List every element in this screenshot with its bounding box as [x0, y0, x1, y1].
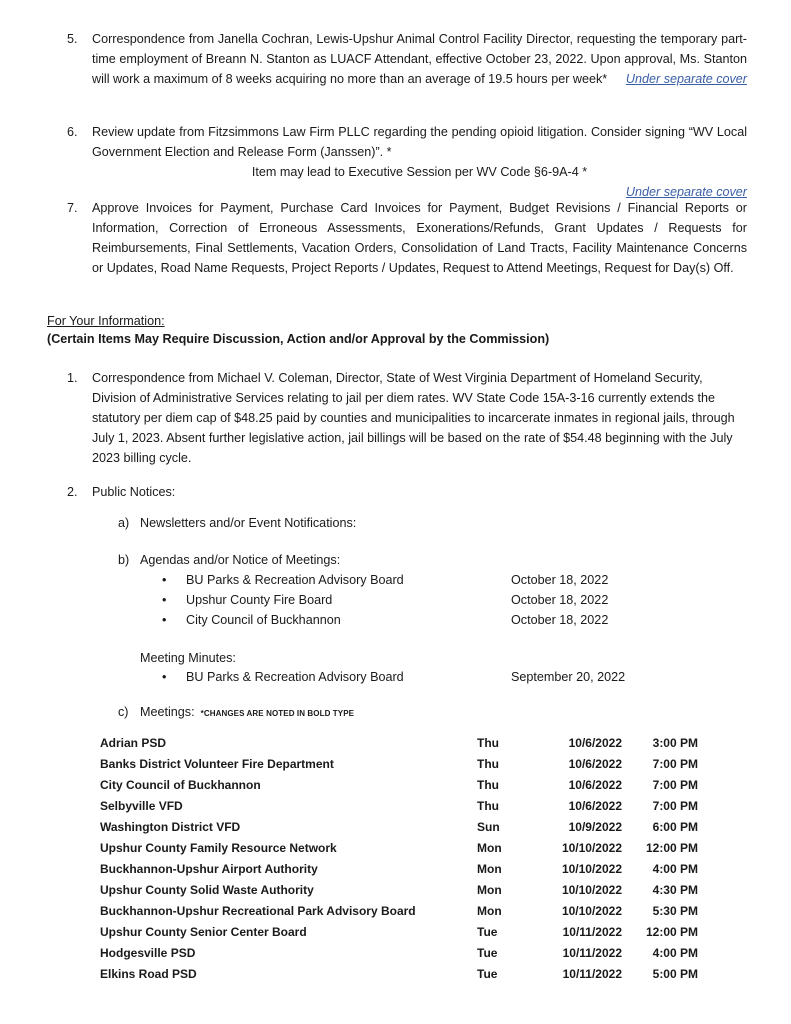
meeting-time: 12:00 PM [645, 925, 698, 939]
fyi-title: For Your Information: [47, 314, 165, 328]
meeting-row [100, 817, 710, 838]
bullet-icon: • [162, 613, 167, 627]
board-name: City Council of Buckhannon [186, 613, 341, 627]
meeting-name: Upshur County Family Resource Network [100, 841, 337, 855]
meeting-name: Adrian PSD [100, 736, 167, 750]
meeting-name: Washington District VFD [100, 820, 241, 834]
meeting-time: 5:00 PM [652, 967, 698, 981]
meeting-date: 10/10/2022 [561, 904, 622, 918]
meeting-day: Thu [477, 799, 499, 813]
fyi-item-2 [67, 482, 747, 502]
meeting-name: Hodgesville PSD [100, 946, 196, 960]
fyi-item-1 [67, 368, 747, 468]
meeting-day: Sun [477, 820, 500, 834]
fyi-heading [47, 312, 549, 348]
meeting-row [100, 754, 710, 775]
meeting-row [100, 733, 710, 754]
meeting-date: 10/10/2022 [561, 841, 622, 855]
agenda-item-5 [67, 29, 747, 89]
meeting-row [100, 922, 710, 943]
public-notice-c [118, 702, 354, 724]
meeting-time: 4:00 PM [652, 946, 698, 960]
notice-date: October 18, 2022 [511, 593, 609, 607]
meeting-row [100, 901, 710, 922]
meeting-time: 7:00 PM [652, 799, 698, 813]
meeting-date: 10/6/2022 [568, 757, 622, 771]
meeting-date: 10/6/2022 [568, 778, 622, 792]
meeting-time: 6:00 PM [652, 820, 698, 834]
meeting-day: Mon [477, 862, 502, 876]
item-text: Correspondence from Michael V. Coleman, Director, State of West Virginia Department of Homeland Security, Division of Administrative Services relating to jail per diem rates. WV State Code 15A-3-16 currently extends the statutory per diem cap of $48.25 paid by counties and municipalities to incarcerate inmates in regional jails, through July 1, 2023. Absent further legislative action, jail billings will be based on the rate of $54.48 beginning with the July 2023 billing cycle. [92, 371, 735, 465]
item-text: Review update from Fitzsimmons Law Firm PLLC regarding the pending opioid litigation. Consider signing “WV Local Government Election and Release Form (Janssen)”. * [92, 125, 747, 159]
changes-note: *CHANGES ARE NOTED IN BOLD TYPE [200, 709, 355, 718]
meeting-day: Thu [477, 757, 499, 771]
executive-session-note: Item may lead to Executive Session per WV Code §6-9A-4 * [251, 165, 588, 179]
meeting-day: Thu [477, 778, 499, 792]
meeting-time: 7:00 PM [652, 757, 698, 771]
meeting-minutes-label: Meeting Minutes: [140, 651, 236, 665]
meeting-row [100, 775, 710, 796]
meeting-date: 10/10/2022 [561, 862, 622, 876]
meeting-day: Mon [477, 883, 502, 897]
meeting-day: Mon [477, 904, 502, 918]
sub-text: Meetings: [140, 705, 195, 719]
meeting-name: Selbyville VFD [100, 799, 183, 813]
agenda-item-7 [67, 198, 747, 278]
bullet-icon: • [162, 573, 167, 587]
item-number: 6. [67, 125, 78, 139]
meeting-row [100, 880, 710, 901]
meeting-day: Tue [477, 967, 498, 981]
meeting-name: Buckhannon-Upshur Recreational Park Advisory Board [100, 904, 416, 918]
meeting-date: 10/11/2022 [562, 946, 622, 960]
sub-text: Agendas and/or Notice of Meetings: [140, 553, 341, 567]
meeting-day: Tue [477, 925, 498, 939]
agenda-item-6 [67, 122, 747, 202]
meeting-date: 10/10/2022 [561, 883, 622, 897]
sub-letter: c) [118, 705, 129, 719]
meeting-name: Banks District Volunteer Fire Department [100, 757, 334, 771]
meeting-time: 12:00 PM [645, 841, 698, 855]
public-notice-b [118, 550, 340, 570]
bullet-icon: • [162, 670, 167, 684]
board-name: BU Parks & Recreation Advisory Board [186, 573, 404, 587]
meeting-day: Tue [477, 946, 498, 960]
fyi-subtitle: (Certain Items May Require Discussion, Action and/or Approval by the Commission) [47, 332, 550, 346]
meeting-time: 3:00 PM [652, 736, 698, 750]
meeting-name: Elkins Road PSD [100, 967, 197, 981]
sub-text: Newsletters and/or Event Notifications: [140, 516, 357, 530]
meeting-time: 4:00 PM [652, 862, 698, 876]
bullet-icon: • [162, 593, 167, 607]
meeting-name: City Council of Buckhannon [100, 778, 261, 792]
meeting-row [100, 964, 710, 985]
meeting-time: 5:30 PM [652, 904, 698, 918]
meeting-row [100, 796, 710, 817]
board-name: Upshur County Fire Board [186, 593, 333, 607]
item-number: 2. [67, 485, 78, 499]
under-separate-cover-link[interactable]: Under separate cover [625, 185, 747, 199]
notice-date: October 18, 2022 [511, 573, 609, 587]
item-text: Public Notices: [92, 485, 176, 499]
sub-letter: b) [118, 553, 130, 567]
under-separate-cover-link[interactable]: Under separate cover [625, 72, 747, 86]
minutes-date: September 20, 2022 [511, 670, 626, 684]
meeting-day: Thu [477, 736, 499, 750]
meeting-row [100, 859, 710, 880]
meeting-date: 10/6/2022 [568, 736, 622, 750]
meeting-row [100, 838, 710, 859]
sub-letter: a) [118, 516, 130, 530]
meeting-date: 10/6/2022 [568, 799, 622, 813]
item-text: Correspondence from Janella Cochran, Lewis-Upshur Animal Control Facility Director, requesting the temporary part-time employment of Breann N. Stanton as LUACF Attendant, effective October 23, 2022. Upon approval, Ms. Stanton will work a maximum of 8 weeks acquiring no more than an average of 19.5 hours per week* [92, 32, 747, 86]
item-text: Approve Invoices for Payment, Purchase Card Invoices for Payment, Budget Revisions / Financial Reports or Information, Correction of Erroneous Assessments, Exonerations/Refunds, Grant Updates / Requests for Reimbursements, Final Settlements, Vacation Orders, Consolidation of Land Tracts, Facility Maintenance Concerns or Updates, Road Name Requests, Project Reports / Updates, Request to Attend Meetings, Request for Day(s) Off. [92, 201, 747, 275]
meeting-row [100, 943, 710, 964]
meeting-time: 7:00 PM [652, 778, 698, 792]
meeting-date: 10/9/2022 [568, 820, 622, 834]
meeting-day: Mon [477, 841, 502, 855]
item-number: 5. [67, 32, 78, 46]
meeting-date: 10/11/2022 [562, 925, 622, 939]
public-notice-a [118, 513, 356, 533]
meeting-name: Upshur County Senior Center Board [100, 925, 307, 939]
meeting-time: 4:30 PM [652, 883, 698, 897]
notice-date: October 18, 2022 [511, 613, 609, 627]
item-number: 1. [67, 371, 78, 385]
item-number: 7. [67, 201, 78, 215]
meeting-date: 10/11/2022 [562, 967, 622, 981]
meeting-name: Buckhannon-Upshur Airport Authority [100, 862, 318, 876]
board-name: BU Parks & Recreation Advisory Board [186, 670, 404, 684]
meeting-name: Upshur County Solid Waste Authority [100, 883, 314, 897]
